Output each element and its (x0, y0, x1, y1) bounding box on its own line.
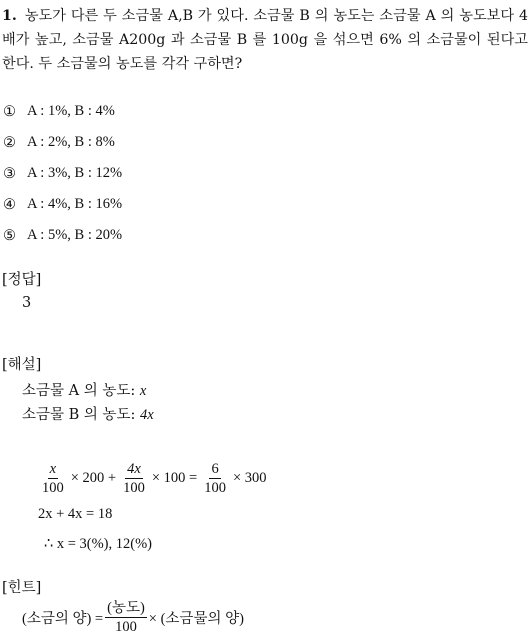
variable-4x: 4x (140, 407, 154, 423)
answer-label: [정답] (2, 272, 42, 288)
fraction-6-over-100 (202, 461, 228, 496)
choice-marker: ① (3, 103, 16, 120)
choice-3[interactable] (3, 165, 122, 182)
choice-marker: ⑤ (3, 227, 16, 244)
choice-2[interactable] (3, 134, 115, 151)
choice-marker: ② (3, 134, 16, 151)
equation-term: × 200 + (70, 470, 117, 486)
hint-lhs: (소금의 양) = (22, 611, 104, 627)
explanation-line-1-text: 소금물 A 의 농도: (22, 383, 140, 399)
denominator: 100 (204, 480, 226, 496)
choice-text: A : 1%, B : 4% (27, 103, 115, 119)
choice-4[interactable] (3, 196, 122, 213)
explanation-line-2 (22, 403, 154, 424)
explanation-line-2-text: 소금물 B 의 농도: (22, 407, 141, 423)
choice-1[interactable] (3, 103, 115, 120)
choice-text: A : 4%, B : 16% (27, 196, 123, 212)
equation-term: × 100 = (151, 470, 198, 486)
explanation-label: [해설] (2, 357, 42, 373)
denominator: 100 (123, 480, 145, 496)
hint-label: [힌트] (2, 580, 42, 596)
equation-term: × 300 (232, 470, 267, 486)
choice-text: A : 2%, B : 8% (27, 134, 115, 150)
numerator: 6 (211, 461, 219, 477)
choice-5[interactable] (3, 227, 122, 244)
equation-2: 2x + 4x = 18 (38, 506, 113, 522)
hint-rhs: × (소금물의 양) (148, 611, 244, 627)
choice-text: A : 5%, B : 20% (27, 227, 123, 243)
denominator: 100 (115, 619, 137, 635)
explanation-line-1 (22, 379, 146, 400)
equation-3: ∴ x = 3(%), 12(%) (44, 536, 152, 552)
denominator: 100 (42, 480, 64, 496)
choice-marker: ③ (3, 165, 16, 182)
question-number: 1. (2, 8, 17, 24)
equation-1 (38, 461, 270, 496)
fraction-4x-over-100 (121, 461, 147, 496)
fraction-x-over-100 (40, 461, 66, 496)
choice-text: A : 3%, B : 12% (27, 165, 123, 181)
numerator: 4x (127, 461, 141, 477)
answer-value: 3 (22, 295, 32, 311)
question-text: 농도가 다른 두 소금물 A,B 가 있다. 소금물 B 의 농도는 소금물 A 의 농도보다 4 배가 높고, 소금물 A200g 과 소금물 B 를 100g 을 섞으면 6% 의 소금물이 된다고 한다. 두 소금물의 농도를 각각 구하면? (2, 8, 528, 72)
choice-marker: ④ (3, 196, 16, 213)
question (2, 4, 528, 76)
numerator: (농도) (107, 600, 145, 616)
numerator: x (49, 461, 57, 477)
variable-x: x (139, 383, 147, 399)
